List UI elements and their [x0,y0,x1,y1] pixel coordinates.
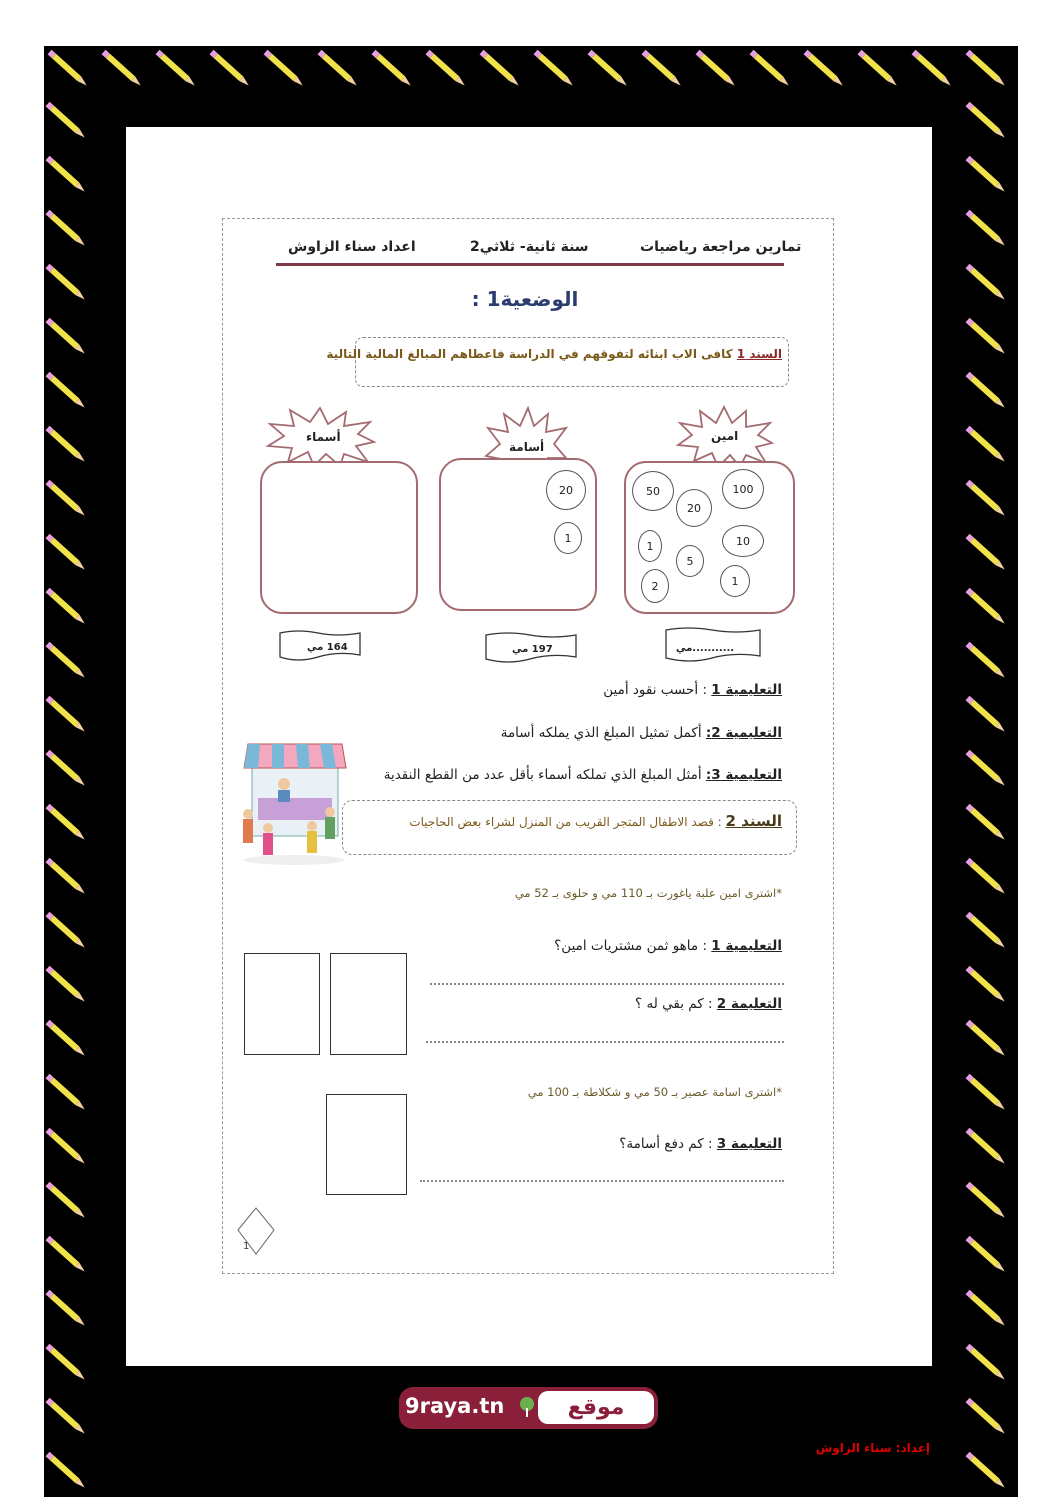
star-name-asma: أسماء [306,430,341,444]
worksheet-level: سنة ثانية- ثلاثي2 [470,239,589,255]
coin: 10 [722,525,764,557]
coin: 20 [676,489,712,527]
answer-line-3 [420,1180,784,1182]
answer-line-2 [426,1041,784,1043]
author-credit: إعداد: سناء الزاوش [815,1441,930,1455]
coin: 100 [722,469,764,509]
worksheet-title: تمارين مراجعة رياضيات [640,239,802,255]
star-name-amine: امين [711,429,739,443]
instruction-1-label: التعليمية 1 [711,682,782,698]
instruction-3-text: أمثل المبلغ الذي تملكه أسماء بأقل عدد من القطع النقدية [383,767,706,783]
instruction-2-text: أكمل تمثيل المبلغ الذي يملكه أسامة [500,725,706,741]
instruction-3-label: التعليمية 3: [705,767,782,783]
note-osama-purchase: *اشترى اسامة عصير بـ 50 مي و شكلاطة بـ 100 مي [527,1085,782,1099]
sanad2-text [409,812,782,830]
star-name-osama: أسامة [509,440,545,454]
coin: 2 [641,569,669,603]
question-1-label: التعليمية 1 [711,938,782,954]
situation-title: الوضعية1 : [471,287,579,311]
logo-site-name: 9raya.tn [405,1394,505,1418]
coin: 1 [720,565,750,597]
total-osama: 197 مي [512,644,553,655]
question-2-label: التعليمة 2 [716,996,782,1012]
note-amine-purchase: *اشترى امين علبة ياغورت بـ 110 مي و حلوى بـ 52 مي [514,886,782,900]
coin: 1 [638,530,662,562]
sanad2-label: السند 2 [725,812,782,830]
instruction-2 [501,725,782,741]
calc-box-2 [330,953,407,1055]
question-3 [619,1136,782,1152]
question-1 [554,938,782,954]
coin: 20 [546,470,586,510]
header-underline [276,263,784,266]
tree-icon [517,1396,537,1418]
instruction-3 [384,767,782,783]
question-1-text: : ماهو ثمن مشتريات امين؟ [554,938,712,954]
page-number: 1 [243,1241,250,1252]
sanad2-body: : قصد الاطفال المتجر القريب من المنزل لشراء بعض الحاجيات [409,815,726,829]
worksheet-author: اعداد سناء الزاوش [288,239,416,255]
page-corner-shape [234,1206,278,1258]
instruction-1 [603,682,782,698]
calc-box-1 [244,953,320,1055]
sanad1-box [355,337,789,387]
instruction-2-label: التعليمية 2: [705,725,782,741]
sanad1-body: كافى الاب ابنائه لتفوقهم في الدراسة فاعطاهم المبالغ المالية التالية [326,347,737,361]
shop-illustration [238,736,348,866]
coin: 50 [632,471,674,511]
instruction-1-text: : أحسب نقود أمين [603,682,712,698]
wallet-asma [260,461,418,614]
total-amine: ...........مي [676,643,735,654]
sanad1-label: السند 1 [736,347,782,361]
question-3-label: التعليمة 3 [716,1136,782,1152]
calc-box-3 [326,1094,407,1195]
total-asma: 164 مي [307,642,348,653]
answer-line-1 [430,983,784,985]
logo-arabic: موقع [538,1391,654,1424]
sanad1-text [326,347,782,361]
coin: 5 [676,545,704,577]
coin: 1 [554,522,582,554]
site-logo [399,1387,658,1429]
question-3-text: : كم دفع أسامة؟ [619,1136,717,1152]
question-2 [635,996,782,1012]
question-2-text: : كم بقي له ؟ [635,996,717,1012]
